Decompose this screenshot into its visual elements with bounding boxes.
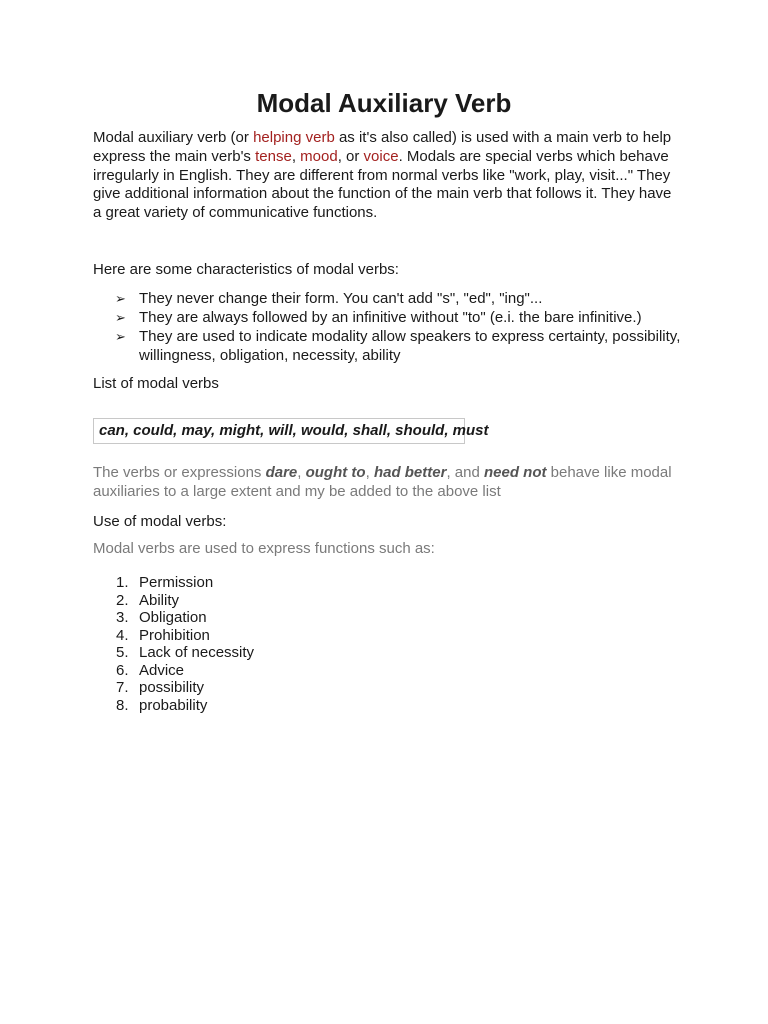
- list-number: 7.: [116, 679, 129, 696]
- helping-verb-link[interactable]: helping verb: [253, 129, 335, 146]
- intro-paragraph: Modal auxiliary verb (or helping verb as it's also called) is used with a main verb to help express the main verb's tense, mood, or voice. Modals are special verbs which behave irregularly in English. They are different from normal verbs like "work, play, visit..." They give additional information about the function of the main verb that follows it. They have a great variety of communicative functions.: [93, 129, 672, 222]
- function-label: Ability: [139, 591, 180, 609]
- expression-ought-to: ought to: [305, 464, 366, 481]
- list-item: [93, 609, 683, 627]
- list-number: 2.: [116, 591, 129, 609]
- list-item-text: They never change their form. You can't add "s", "ed", "ing"...: [139, 290, 543, 307]
- voice-link[interactable]: voice: [363, 147, 399, 165]
- characteristics-heading: Here are some characteristics of modal verbs:: [93, 261, 399, 278]
- functions-list: [93, 574, 683, 714]
- function-label: Lack of necessity: [139, 644, 255, 661]
- list-item: [93, 574, 683, 592]
- arrow-bullet-icon: ➢: [115, 291, 126, 306]
- expression-had-better: had better: [373, 464, 447, 481]
- list-number: 8.: [116, 696, 129, 714]
- characteristics-list: [93, 289, 683, 365]
- list-item: [93, 327, 683, 365]
- function-label: possibility: [139, 679, 205, 696]
- list-number: 4.: [116, 626, 129, 644]
- list-item: [93, 289, 683, 308]
- expressions-paragraph: The verbs or expressions dare, ought to, had better, and need not behave like modal auxiliaries to a large extent and my be added to the above list: [93, 464, 672, 500]
- modal-verbs-box: can, could, may, might, will, would, shall, should, must: [93, 418, 465, 444]
- list-item: [93, 644, 683, 662]
- list-item: [93, 662, 683, 680]
- use-heading: Use of modal verbs:: [93, 513, 227, 530]
- use-description: Modal verbs are used to express functions such as:: [93, 540, 435, 557]
- expression-need-not: need not: [483, 464, 547, 481]
- expression-dare: dare: [265, 464, 298, 481]
- list-number: 6.: [116, 661, 129, 679]
- page-title: Modal Auxiliary Verb: [256, 88, 512, 118]
- modal-list-heading: List of modal verbs: [93, 375, 219, 392]
- function-label: Advice: [139, 661, 185, 679]
- list-item: [93, 592, 683, 610]
- function-label: Permission: [139, 574, 214, 591]
- list-item: [93, 308, 683, 327]
- list-number: 1.: [116, 574, 129, 591]
- list-item: [93, 627, 683, 645]
- tense-link[interactable]: tense: [255, 147, 292, 165]
- arrow-bullet-icon: ➢: [115, 329, 126, 344]
- list-number: 3.: [116, 609, 129, 626]
- list-item: [93, 679, 683, 697]
- list-number: 5.: [116, 644, 129, 661]
- function-label: Prohibition: [139, 626, 210, 644]
- list-item-text: They are always followed by an infinitive without "to" (e.i. the bare infinitive.): [139, 309, 642, 326]
- function-label: Obligation: [139, 609, 207, 626]
- function-label: probability: [139, 696, 208, 714]
- list-item-text: They are used to indicate modality allow speakers to express certainty, possibility, willingness, obligation, necessity, ability: [139, 328, 681, 364]
- arrow-bullet-icon: ➢: [115, 310, 126, 325]
- mood-link[interactable]: mood: [300, 147, 338, 165]
- list-item: [93, 697, 683, 715]
